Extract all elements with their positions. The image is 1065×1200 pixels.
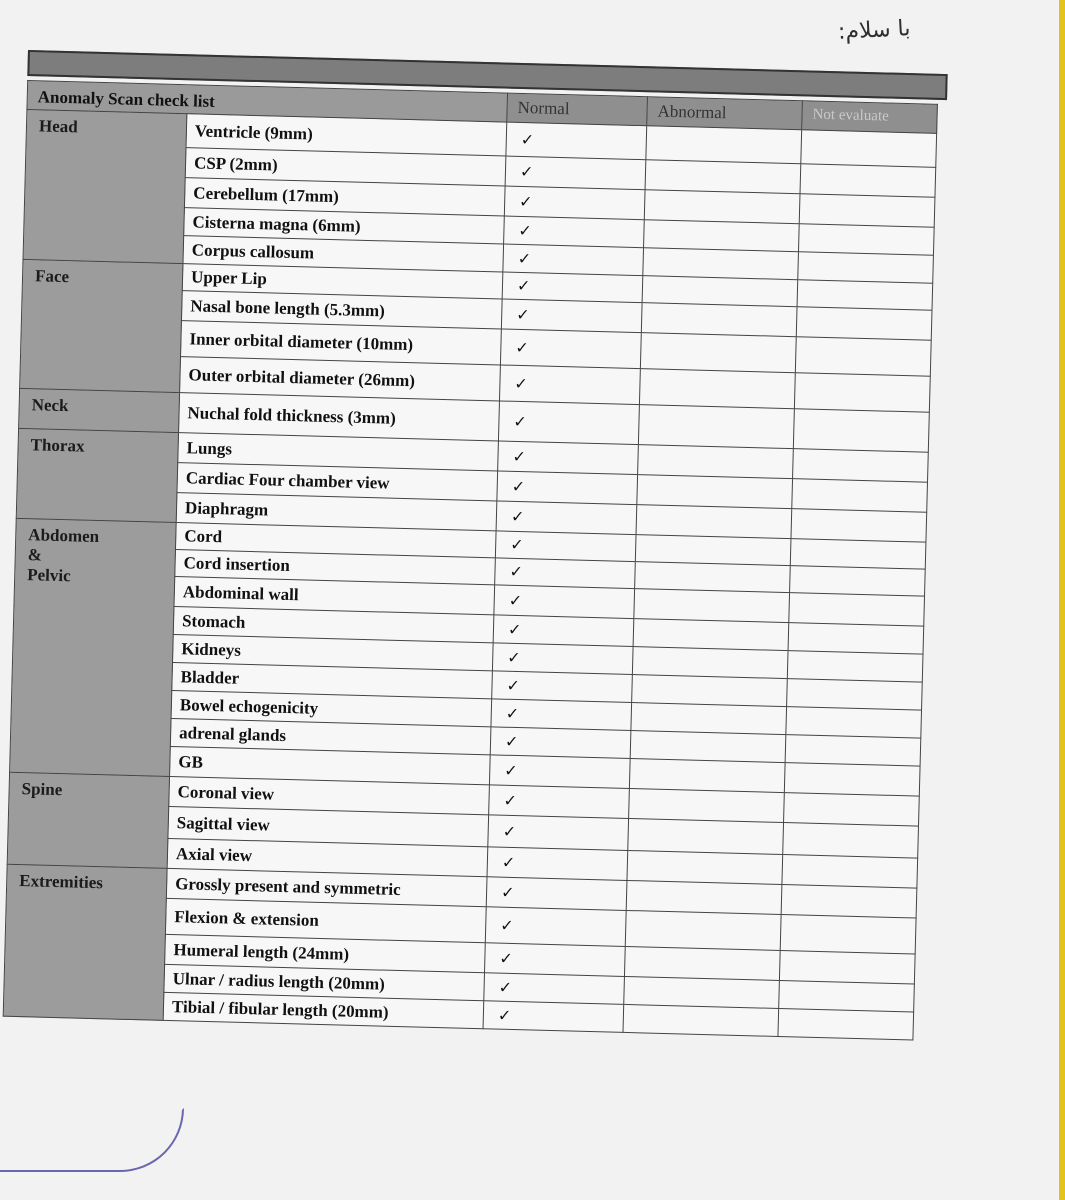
item-label: adrenal glands [170,718,491,754]
column-abnormal: Abnormal [647,97,803,130]
normal-checkmark: ✓ [487,847,628,881]
column-normal: Normal [507,93,648,126]
pen-mark [0,1108,184,1172]
column-not-evaluate: Not evaluate [802,101,938,134]
abnormal-cell [641,303,797,337]
normal-checkmark: ✓ [495,531,636,562]
not-evaluate-cell [783,823,919,859]
abnormal-cell [640,333,796,373]
abnormal-cell [642,276,798,307]
abnormal-cell [625,910,781,950]
abnormal-cell [638,445,794,479]
item-label: Grossly present and symmetric [166,868,487,906]
normal-checkmark: ✓ [504,186,645,220]
abnormal-cell [645,160,801,194]
item-label: Cardiac Four chamber view [177,463,498,501]
normal-checkmark: ✓ [502,272,643,303]
normal-checkmark: ✓ [489,755,630,789]
yellow-edge [1059,0,1065,1200]
normal-checkmark: ✓ [485,943,626,977]
not-evaluate-cell [789,593,925,627]
checklist-body [3,109,936,1040]
not-evaluate-cell [798,252,934,284]
item-label: Bladder [172,662,493,698]
item-label: Cisterna magna (6mm) [184,208,505,244]
not-evaluate-cell [788,623,924,655]
not-evaluate-cell [795,337,931,377]
item-label: Cord [175,523,496,558]
abnormal-cell [629,788,785,822]
normal-checkmark: ✓ [483,1001,624,1033]
abnormal-cell [635,562,791,593]
normal-checkmark: ✓ [485,907,626,947]
normal-checkmark: ✓ [497,471,638,505]
item-label: Humeral length (24mm) [165,934,486,972]
abnormal-cell [632,675,788,707]
item-label: Diaphragm [176,493,497,531]
not-evaluate-cell [798,224,934,256]
not-evaluate-cell [779,980,915,1012]
item-label: CSP (2mm) [185,148,506,186]
section-spine: Spine [7,772,169,868]
not-evaluate-cell [800,164,936,198]
item-label: Inner orbital diameter (10mm) [181,321,502,365]
not-evaluate-cell [787,651,923,683]
not-evaluate-cell [793,449,929,483]
item-label: Coronal view [169,776,490,814]
normal-checkmark: ✓ [496,501,637,535]
normal-checkmark: ✓ [493,615,634,647]
not-evaluate-cell [781,885,917,919]
item-label: Lungs [178,433,499,471]
item-label: Nasal bone length (5.3mm) [181,291,502,329]
normal-checkmark: ✓ [501,299,642,333]
item-label: GB [170,746,491,784]
normal-checkmark: ✓ [504,216,645,248]
abnormal-cell [624,976,780,1008]
abnormal-cell [636,505,792,539]
abnormal-cell [639,369,795,409]
item-label: Outer orbital diameter (26mm) [180,357,501,401]
abnormal-cell [644,220,800,252]
not-evaluate-cell [791,509,927,543]
normal-checkmark: ✓ [492,643,633,675]
item-label: Cord insertion [175,550,496,585]
abnormal-cell [628,818,784,854]
normal-checkmark: ✓ [495,558,636,589]
item-label: Axial view [167,838,488,876]
not-evaluate-cell [796,307,932,341]
section-extremities: Extremities [3,864,167,1020]
item-label: Cerebellum (17mm) [184,178,505,216]
abnormal-cell [623,1004,779,1036]
greeting-text: با سلام: [837,16,912,45]
abnormal-cell [635,535,791,566]
normal-checkmark: ✓ [490,727,631,759]
section-abdomen-pelvic: Abdomen & Pelvic [10,518,177,776]
item-label: Ulnar / radius length (20mm) [164,964,485,1000]
abnormal-cell [638,405,794,449]
abnormal-cell [631,703,787,735]
normal-checkmark: ✓ [486,877,627,911]
not-evaluate-cell [778,1008,914,1040]
not-evaluate-cell [793,409,929,453]
normal-checkmark: ✓ [498,441,639,475]
normal-checkmark: ✓ [488,815,629,851]
not-evaluate-cell [794,373,930,413]
not-evaluate-cell [784,763,920,797]
normal-checkmark: ✓ [505,156,646,190]
not-evaluate-cell [784,793,920,827]
not-evaluate-cell [779,950,915,984]
abnormal-cell [629,759,785,793]
checklist-title: Anomaly Scan check list [27,81,508,123]
normal-checkmark: ✓ [499,365,640,405]
item-label: Stomach [173,607,494,643]
abnormal-cell [630,731,786,763]
item-label: Kidneys [173,635,494,671]
abnormal-cell [624,946,780,980]
not-evaluate-cell [785,735,921,767]
normal-checkmark: ✓ [500,329,641,369]
section-thorax: Thorax [16,428,178,522]
checklist-table [3,80,938,1041]
not-evaluate-cell [792,479,928,513]
not-evaluate-cell [799,194,935,228]
normal-checkmark: ✓ [491,699,632,731]
not-evaluate-cell [801,130,937,168]
not-evaluate-cell [787,679,923,711]
checklist-sheet [3,50,948,1041]
not-evaluate-cell [797,280,933,311]
item-label: Corpus callosum [183,236,504,272]
normal-checkmark: ✓ [492,671,633,703]
normal-checkmark: ✓ [489,785,630,819]
item-label: Ventricle (9mm) [186,114,507,156]
item-label: Upper Lip [182,264,503,299]
not-evaluate-cell [790,539,926,570]
abnormal-cell [627,850,783,884]
abnormal-cell [644,190,800,224]
section-face: Face [20,259,183,392]
abnormal-cell [646,126,802,164]
section-head: Head [23,109,187,263]
not-evaluate-cell [790,566,926,597]
section-neck: Neck [19,388,180,432]
not-evaluate-cell [780,915,916,955]
item-label: Nuchal fold thickness (3mm) [179,393,500,441]
normal-checkmark: ✓ [484,973,625,1005]
normal-checkmark: ✓ [506,122,647,160]
normal-checkmark: ✓ [503,244,644,276]
item-label: Sagittal view [168,806,489,846]
item-label: Abdominal wall [174,577,495,615]
abnormal-cell [626,880,782,914]
abnormal-cell [637,475,793,509]
item-label: Flexion & extension [165,898,486,942]
abnormal-cell [633,619,789,651]
normal-checkmark: ✓ [498,401,639,445]
abnormal-cell [632,647,788,679]
not-evaluate-cell [782,855,918,889]
abnormal-cell [634,589,790,623]
normal-checkmark: ✓ [494,585,635,619]
abnormal-cell [643,248,799,280]
item-label: Tibial / fibular length (20mm) [163,992,484,1028]
not-evaluate-cell [786,707,922,739]
item-label: Bowel echogenicity [171,690,492,726]
